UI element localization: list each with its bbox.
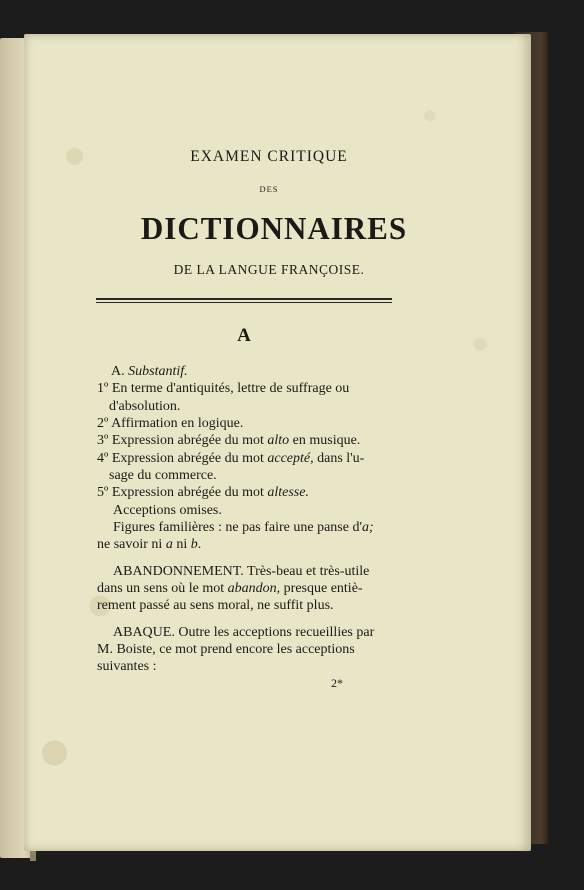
text-span: abandon, (227, 581, 281, 596)
text-line: 1º En terme d'antiquités, lettre de suffrage ou (97, 381, 350, 396)
text-line: Acceptions omises. (113, 503, 222, 518)
text-span: b (190, 537, 198, 552)
text-line: suivantes : (97, 659, 157, 674)
text-span: 3º Expression abrégée du mot (97, 433, 268, 448)
text-line: ABANDONNEMENT. Très-beau et très-utile (113, 564, 370, 579)
text-span: Substantif. (128, 364, 188, 379)
text-line: rement passé au sens moral, ne suffit plus. (97, 598, 334, 613)
text-line: 2º Affirmation en logique. (97, 416, 244, 431)
title-rule-thick (96, 298, 392, 300)
signature-mark: 2* (331, 676, 343, 690)
text-span: ne savoir ni (97, 537, 166, 552)
text-span: dans un sens où le mot (97, 581, 228, 596)
text-line: sage du commerce. (109, 468, 217, 483)
text-line: M. Boiste, ce mot prend encore les acceptions (97, 642, 355, 657)
title-rule-thin (96, 302, 392, 303)
text-span: . (197, 537, 202, 552)
text-line (111, 363, 188, 380)
text-line (113, 519, 374, 536)
book-page (24, 34, 531, 851)
text-line (97, 580, 363, 597)
text-span: ni (172, 537, 191, 552)
text-span: a (165, 537, 173, 552)
text-span: alto (267, 433, 290, 448)
text-line (97, 536, 201, 553)
text-span: presque entiè- (280, 581, 363, 596)
text-span: A. (111, 364, 129, 379)
text-span: en musique. (289, 433, 361, 448)
title-line-2: DES (259, 184, 279, 194)
text-span: 5º Expression abrégée du mot (97, 485, 268, 500)
text-line: d'absolution. (109, 399, 181, 414)
title-line-4: DE LA LANGUE FRANÇOISE. (173, 262, 365, 277)
text-span: altesse. (267, 485, 309, 500)
text-span: a; (362, 520, 374, 535)
text-span: accepté, (267, 451, 314, 466)
text-line: ABAQUE. Outre les acceptions recueillies par (113, 625, 375, 640)
section-letter: A (237, 325, 251, 346)
text-span: Figures familières : ne pas faire une panse d' (113, 520, 362, 535)
page-title: DICTIONNAIRES (140, 210, 408, 246)
text-line (97, 432, 360, 449)
title-line-1: EXAMEN CRITIQUE (190, 148, 348, 165)
text-span: 4º Expression abrégée du mot (97, 451, 268, 466)
text-line (97, 484, 309, 501)
text-span: dans l'u- (313, 451, 365, 466)
text-line (97, 450, 364, 467)
